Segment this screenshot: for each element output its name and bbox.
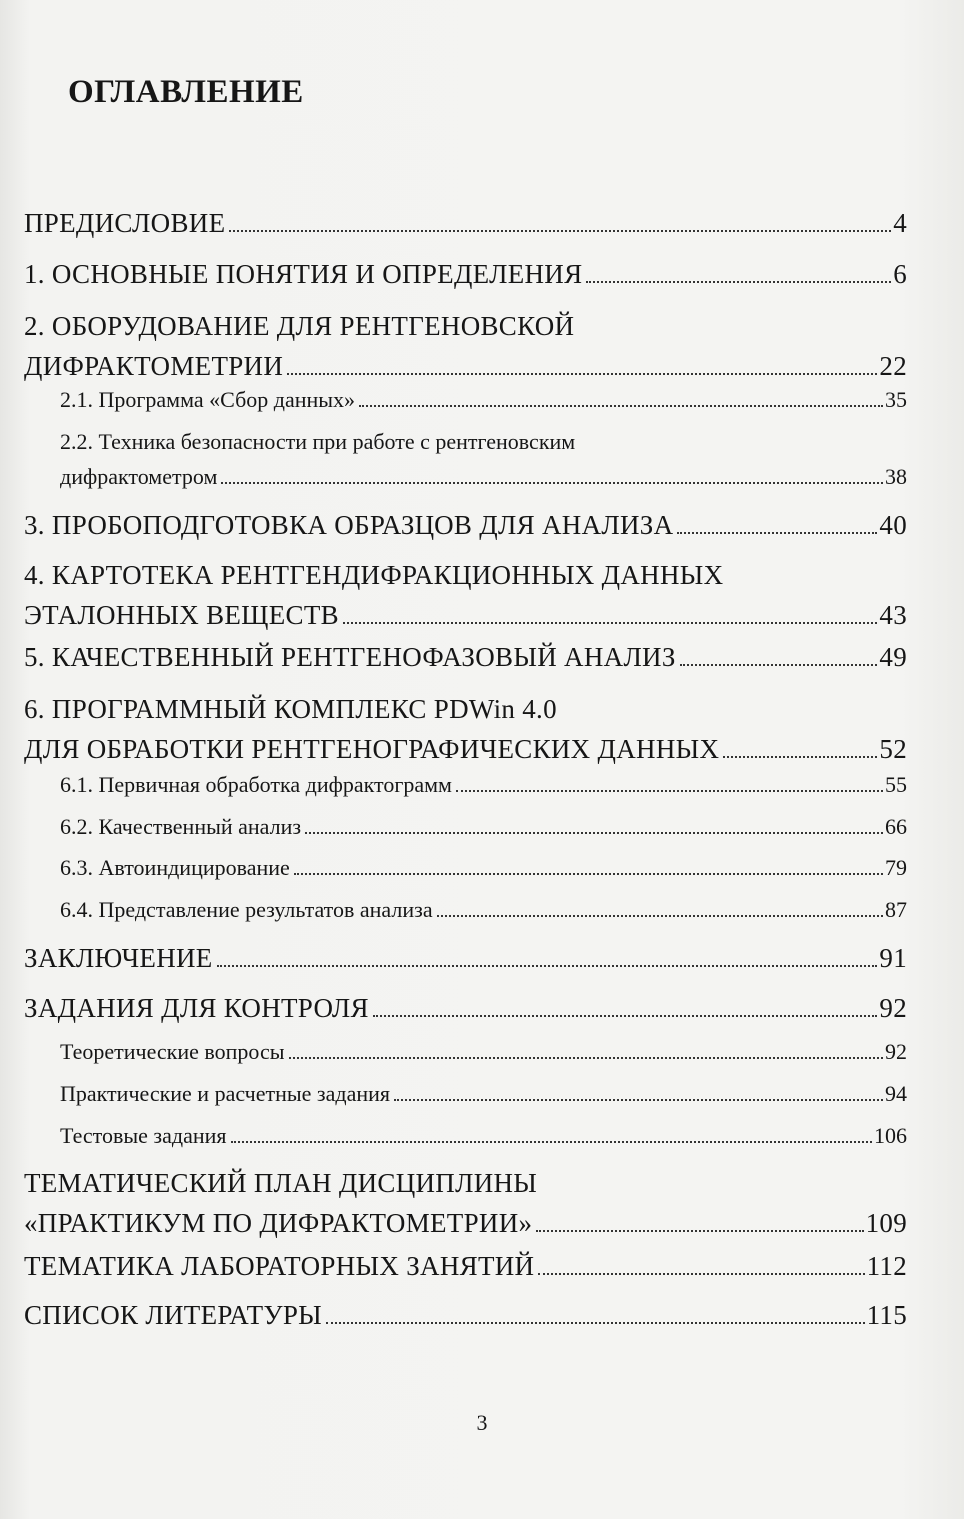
toc-entry-page: 35 (885, 387, 907, 412)
toc-entry[interactable] (24, 560, 907, 631)
toc-entry-title: 5. КАЧЕСТВЕННЫЙ РЕНТГЕНОФАЗОВЫЙ АНАЛИЗ (24, 642, 676, 672)
toc-entry[interactable] (24, 311, 907, 382)
toc-entry-page: 6 (893, 259, 907, 289)
toc-entry-title: 2. ОБОРУДОВАНИЕ ДЛЯ РЕНТГЕНОВСКОЙ (24, 311, 575, 341)
toc-entry-title: 6.3. Автоиндицирование (60, 855, 290, 880)
toc-entry[interactable] (24, 814, 907, 840)
toc-entry-title: ЗАКЛЮЧЕНИЕ (24, 943, 213, 973)
dot-leader (326, 1322, 865, 1324)
dot-leader (373, 1015, 878, 1017)
dot-leader (437, 915, 883, 917)
toc-entry-page: 22 (879, 351, 907, 381)
toc-entry-page: 38 (885, 464, 907, 489)
toc-entry[interactable] (24, 1168, 907, 1239)
toc-entry-title: ТЕМАТИКА ЛАБОРАТОРНЫХ ЗАНЯТИЙ (24, 1251, 535, 1281)
toc-entry[interactable] (24, 897, 907, 923)
toc-entry-page: 92 (879, 993, 907, 1023)
toc-entry-page: 91 (879, 943, 907, 973)
toc-entry-title: ЭТАЛОННЫХ ВЕЩЕСТВ (24, 600, 339, 630)
toc-entry-title: 1. ОСНОВНЫЕ ПОНЯТИЯ И ОПРЕДЕЛЕНИЯ (24, 259, 583, 289)
toc-entry[interactable] (24, 429, 907, 490)
toc-entry-page: 4 (893, 208, 907, 238)
toc-entry-page: 92 (885, 1039, 907, 1064)
toc-entry[interactable] (24, 943, 907, 974)
toc-entry-page: 115 (866, 1300, 907, 1330)
toc-entry-title: 6.1. Первичная обработка дифрактограмм (60, 772, 452, 797)
toc-entry-title: «ПРАКТИКУМ ПО ДИФРАКТОМЕТРИИ» (24, 1208, 533, 1238)
toc-entry-page: 66 (885, 814, 907, 839)
toc-title: ОГЛАВЛЕНИЕ (68, 74, 304, 110)
dot-leader (229, 230, 891, 232)
page-number: 3 (476, 1410, 488, 1435)
toc-entry-page: 94 (885, 1081, 907, 1106)
toc-entry-title: 6.2. Качественный анализ (60, 814, 302, 839)
toc-entry[interactable] (24, 387, 907, 413)
toc-entry-title: 2.2. Техника безопасности при работе с рентгеновским (60, 429, 576, 454)
dot-leader (217, 965, 878, 967)
toc-entry-title: ЗАДАНИЯ ДЛЯ КОНТРОЛЯ (24, 993, 369, 1023)
toc-entry-title: ПРЕДИСЛОВИЕ (24, 208, 226, 238)
toc-entry[interactable] (24, 1039, 907, 1065)
toc-entry-title: 2.1. Программа «Сбор данных» (60, 387, 356, 412)
dot-leader (289, 1057, 884, 1059)
toc-entry[interactable] (24, 1123, 907, 1149)
toc-entry-title: СПИСОК ЛИТЕРАТУРЫ (24, 1300, 323, 1330)
dot-leader (677, 532, 877, 534)
toc-entry[interactable] (24, 1300, 907, 1331)
toc-entry[interactable] (24, 772, 907, 798)
toc-entry[interactable] (24, 208, 907, 239)
dot-leader (294, 873, 883, 875)
toc-entry-page: 109 (865, 1208, 907, 1238)
toc-entry[interactable] (24, 993, 907, 1024)
dot-leader (359, 405, 883, 407)
toc-entry-title: ТЕМАТИЧЕСКИЙ ПЛАН ДИСЦИПЛИНЫ (24, 1168, 538, 1198)
dot-leader (287, 373, 877, 375)
dot-leader (221, 482, 883, 484)
toc-entry[interactable] (24, 510, 907, 541)
dot-leader (343, 622, 877, 624)
toc-entry-title: ДИФРАКТОМЕТРИИ (24, 351, 284, 381)
toc-entry-title: Теоретические вопросы (60, 1039, 285, 1064)
toc-entry[interactable] (24, 694, 907, 765)
toc-entry-page: 49 (879, 642, 907, 672)
toc-entry-page: 112 (866, 1251, 907, 1281)
toc-entry-title: ДЛЯ ОБРАБОТКИ РЕНТГЕНОГРАФИЧЕСКИХ ДАННЫХ (24, 734, 720, 764)
dot-leader (536, 1230, 863, 1232)
dot-leader (305, 832, 883, 834)
toc-entry-page: 106 (874, 1123, 907, 1148)
toc-entry-page: 52 (879, 734, 907, 764)
toc-entry-title: Практические и расчетные задания (60, 1081, 391, 1106)
toc-entry[interactable] (24, 1251, 907, 1282)
dot-leader (723, 756, 877, 758)
dot-leader (586, 281, 891, 283)
toc-entry-title: дифрактометром (60, 464, 218, 489)
dot-leader (394, 1099, 883, 1101)
dot-leader (680, 664, 878, 666)
dot-leader (538, 1273, 864, 1275)
dot-leader (456, 790, 883, 792)
toc-entry[interactable] (24, 855, 907, 881)
toc-entry-title: Тестовые задания (60, 1123, 227, 1148)
toc-entry-page: 43 (879, 600, 907, 630)
toc-entry[interactable] (24, 259, 907, 290)
toc-entry-title: 4. КАРТОТЕКА РЕНТГЕНДИФРАКЦИОННЫХ ДАННЫХ (24, 560, 724, 590)
toc-entry[interactable] (24, 642, 907, 673)
toc-entry-page: 40 (879, 510, 907, 540)
toc-entry-title: 6.4. Представление результатов анализа (60, 897, 433, 922)
toc-entry[interactable] (24, 1081, 907, 1107)
dot-leader (231, 1141, 872, 1143)
toc-entry-page: 87 (885, 897, 907, 922)
toc-entry-page: 55 (885, 772, 907, 797)
toc-entry-page: 79 (885, 855, 907, 880)
toc-entry-title: 3. ПРОБОПОДГОТОВКА ОБРАЗЦОВ ДЛЯ АНАЛИЗА (24, 510, 674, 540)
toc-entry-title: 6. ПРОГРАММНЫЙ КОМПЛЕКС PDWin 4.0 (24, 694, 557, 724)
